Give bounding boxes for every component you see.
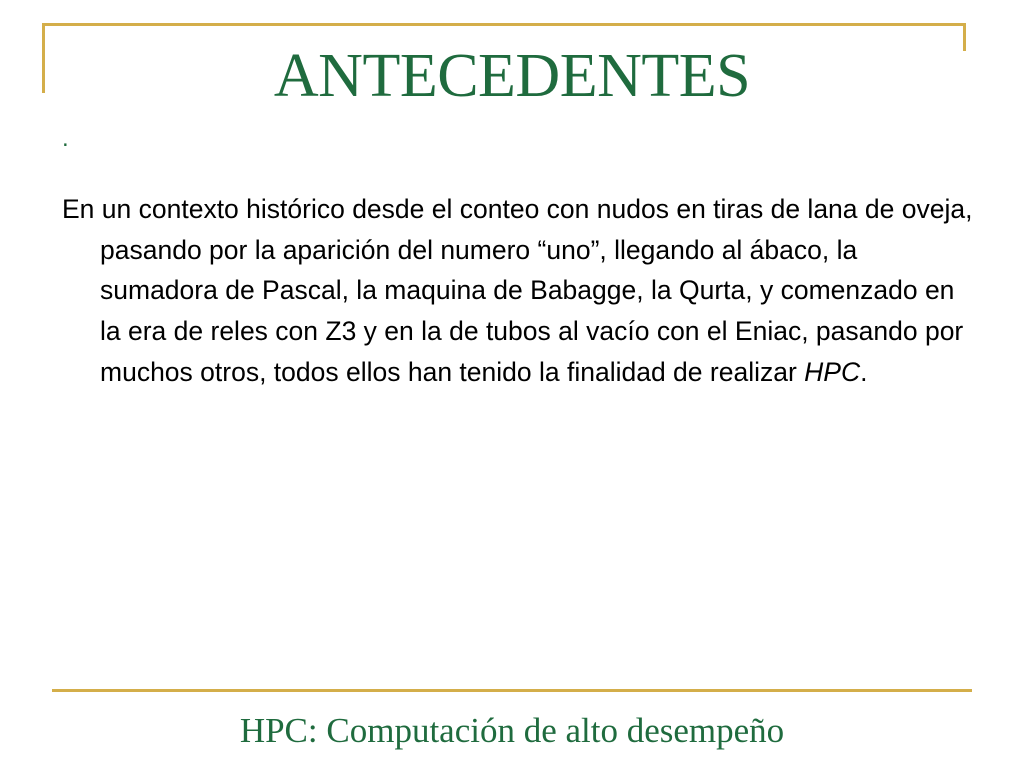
slide-title: ANTECEDENTES [273, 42, 751, 110]
frame-top-rule [42, 23, 966, 26]
body-paragraph-emphasis: HPC [804, 356, 861, 387]
slide-footer: HPC: Computación de alto desempeño [239, 711, 785, 750]
footer-rule [52, 689, 972, 692]
body-paragraph [62, 189, 974, 393]
dot-bullet: . [62, 125, 69, 152]
body-paragraph-text: En un contexto histórico desde el conteo con nudos en tiras de lana de oveja, pasando por la aparición del numero “uno”, llegando al ábaco, la sumadora de Pascal, la maquina de Babagge, la Qurta, y comenzado en la era de reles con Z3 y en la de tubos al vacío con el Eniac, pasando por muchos otros, todos ellos han tenido la finalidad de realizar [62, 194, 973, 387]
body-paragraph-ending: . [860, 356, 868, 387]
